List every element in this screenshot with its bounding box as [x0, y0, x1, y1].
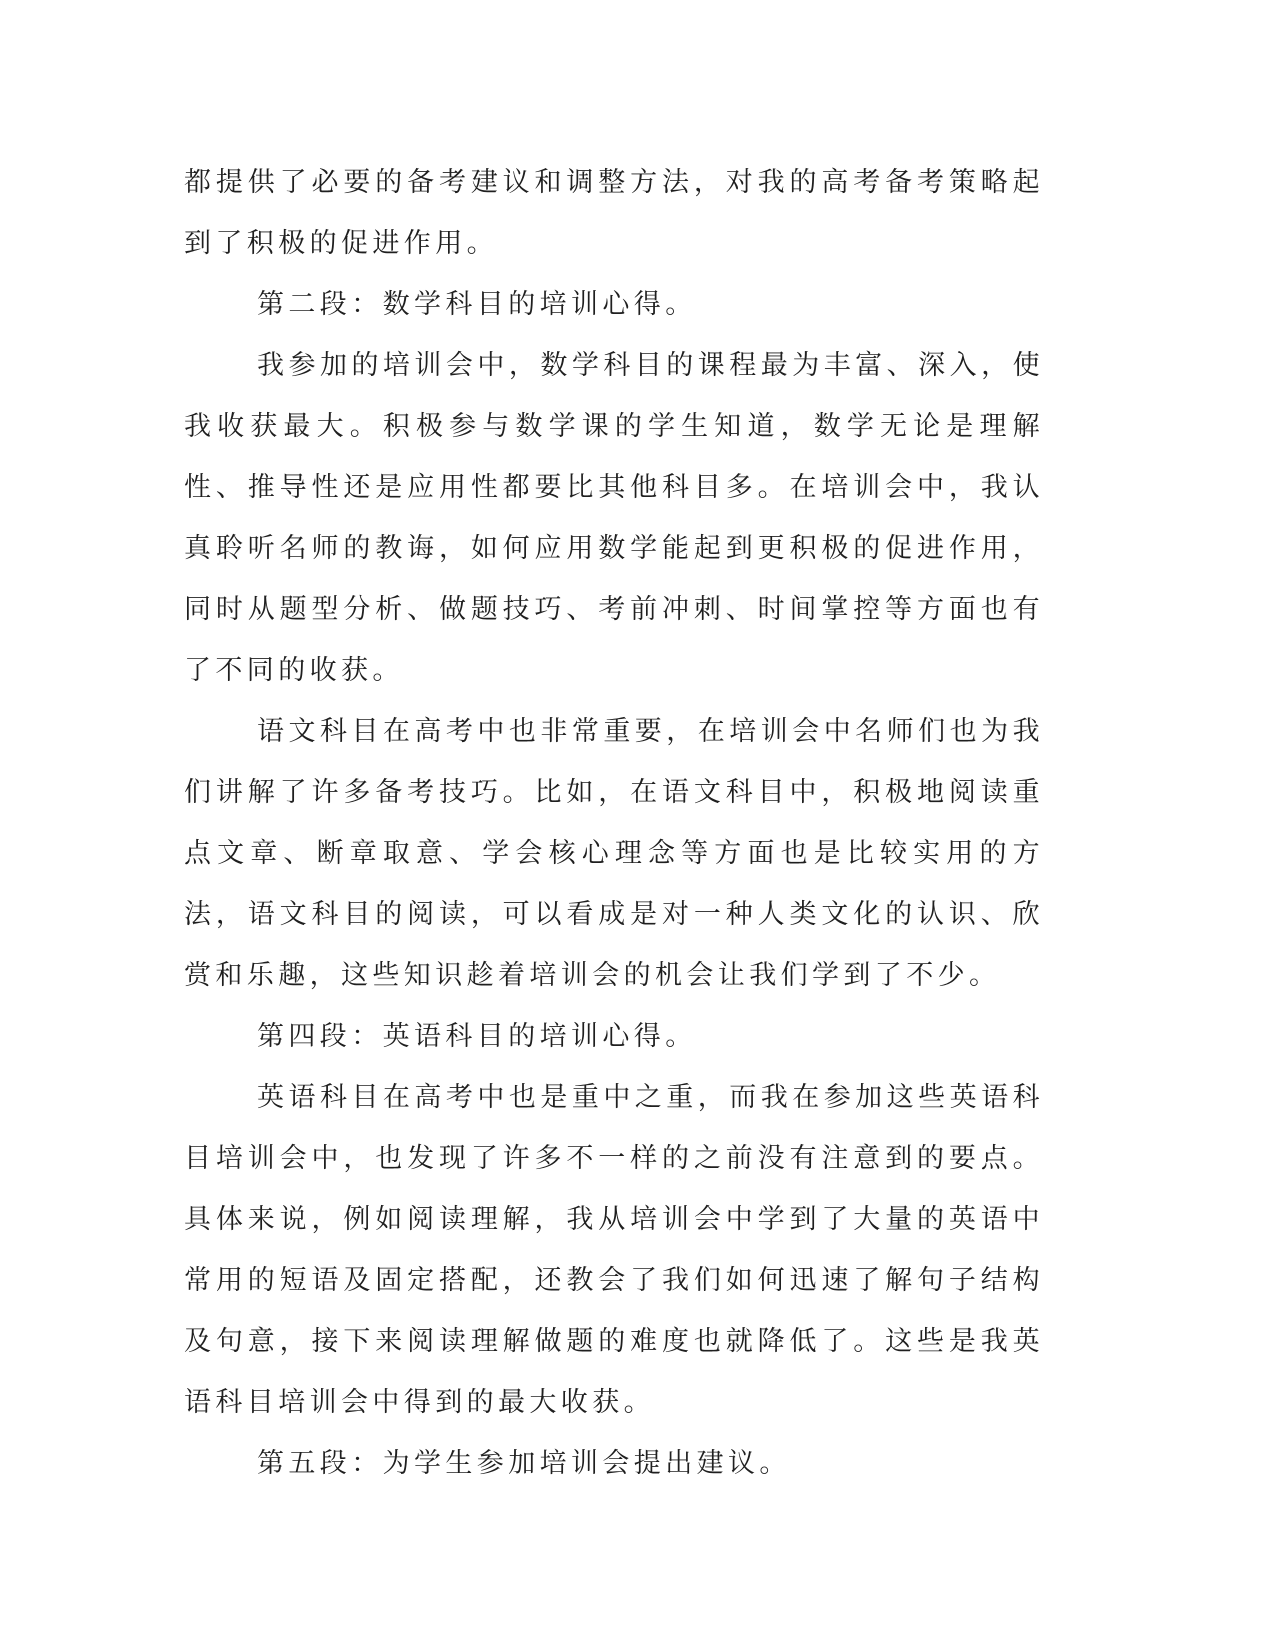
- section-heading-4: 第四段：英语科目的培训心得。: [257, 1021, 697, 1052]
- paragraph-english: 英语科目在高考中也是重中之重，而我在参加这些英语科目培训会中，也发现了许多不一样的之前没有注意到的要点。具体来说，例如阅读理解，我从培训会中学到了大量的英语中常用的短语及固定搭配，还教会了我们如何迅速了解句子结构及句意，接下来阅读理解做题的难度也就降低了。这些是我英语科目培训会中得到的最大收获。: [184, 1082, 1044, 1418]
- paragraph-math: 我参加的培训会中，数学科目的课程最为丰富、深入，使我收获最大。积极参与数学课的学生知道，数学无论是理解性、推导性还是应用性都要比其他科目多。在培训会中，我认真聆听名师的教诲，如何应用数学能起到更积极的促进作用，同时从题型分析、做题技巧、考前冲刺、时间掌控等方面也有了不同的收获。: [184, 350, 1044, 686]
- document-body: [184, 152, 1044, 1494]
- section-heading-2: 第二段：数学科目的培训心得。: [257, 289, 697, 320]
- section-heading-5: 第五段：为学生参加培训会提出建议。: [257, 1448, 791, 1479]
- paragraph-chinese: 语文科目在高考中也非常重要，在培训会中名师们也为我们讲解了许多备考技巧。比如，在语文科目中，积极地阅读重点文章、断章取意、学会核心理念等方面也是比较实用的方法，语文科目的阅读，可以看成是对一种人类文化的认识、欣赏和乐趣，这些知识趁着培训会的机会让我们学到了不少。: [184, 716, 1044, 991]
- paragraph-continuation: 都提供了必要的备考建议和调整方法，对我的高考备考策略起到了积极的促进作用。: [184, 167, 1044, 259]
